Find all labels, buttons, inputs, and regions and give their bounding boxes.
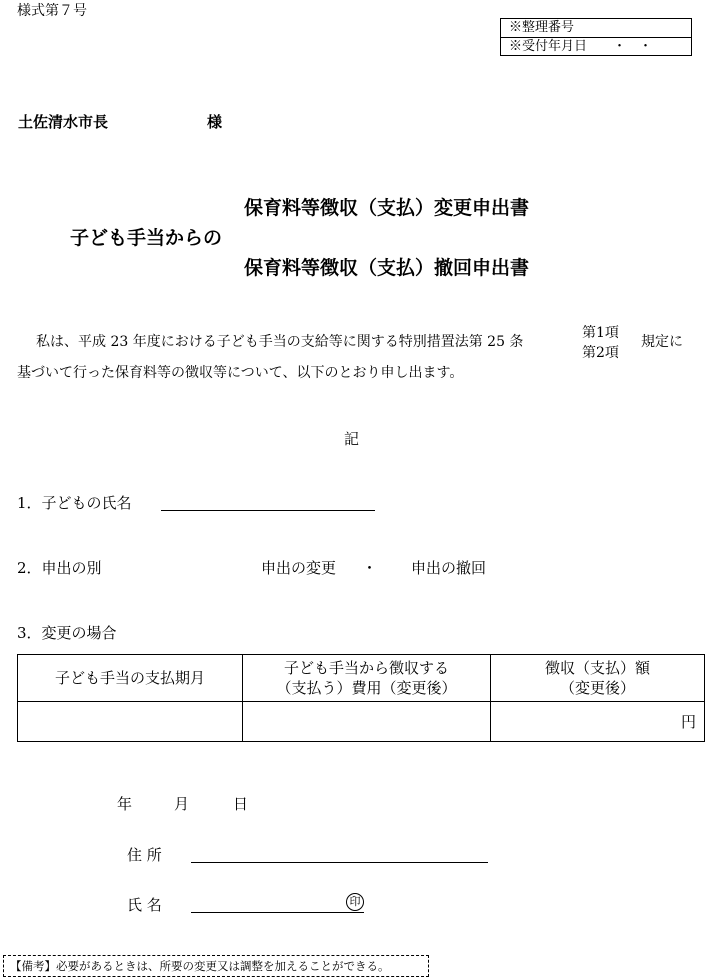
payment-month-cell[interactable]: [18, 702, 243, 742]
form-number: 様式第７号: [17, 3, 87, 19]
date-day: 日: [233, 795, 249, 813]
col-amount-header-line2: （変更後）: [559, 679, 635, 697]
addressee-honorific: 様: [207, 113, 223, 131]
addressee-name: 土佐清水市長: [18, 113, 109, 131]
ki-heading: 記: [344, 430, 360, 448]
remarks-note: 【備考】必要があるときは、所要の変更又は調整を加えることができる。: [3, 955, 429, 977]
title-prefix: 子ども手当からの: [70, 227, 223, 249]
reception-box: [500, 18, 692, 56]
statement-line2: 基づいて行った保育料等の徴収等について、以下のとおり申し出ます。: [17, 365, 464, 381]
child-name-label: 1．子どもの氏名: [17, 494, 132, 512]
option-separator: ・: [362, 559, 378, 577]
name-label: 氏 名: [127, 896, 162, 914]
clause-option-2: 第2項: [582, 345, 619, 361]
amount-cell[interactable]: [491, 702, 705, 742]
date-year: 年: [117, 795, 133, 813]
change-table: [17, 654, 705, 742]
col-fee-header-line2: （支払う）費用（変更後）: [276, 679, 457, 697]
option-change[interactable]: 申出の変更: [261, 559, 337, 577]
seal-mark: 印: [346, 893, 364, 911]
address-field[interactable]: [191, 862, 488, 863]
statement-text: 私は、平成 23 年度における子ども手当の支給等に関する特別措置法第 25 条: [36, 334, 524, 350]
change-case-label: 3．変更の場合: [17, 624, 117, 642]
col-payment-month-header: 子ども手当の支払期月: [18, 655, 243, 702]
filing-number-label: ※整理番号: [509, 20, 575, 35]
title-withdraw: 保育料等徴収（支払）撤回申出書: [244, 257, 530, 279]
col-fee-header-line1: 子ども手当から徴収する: [283, 659, 449, 677]
col-amount-header-line1: 徴収（支払）額: [544, 659, 650, 677]
date-month: 月: [174, 795, 190, 813]
request-type-label: 2．申出の別: [17, 559, 102, 577]
statement-text-after: 規定に: [641, 334, 683, 350]
name-field[interactable]: [191, 912, 364, 913]
col-amount-header: [491, 655, 705, 702]
clause-option-1: 第1項: [582, 325, 619, 341]
address-label: 住 所: [127, 846, 162, 864]
child-name-field[interactable]: [161, 510, 375, 511]
received-date-label: ※受付年月日 ・ ・: [501, 37, 691, 55]
fee-cell[interactable]: [243, 702, 491, 742]
amount-unit: 円: [680, 713, 696, 731]
col-fee-header: [243, 655, 491, 702]
option-withdraw[interactable]: 申出の撤回: [411, 559, 487, 577]
title-change: 保育料等徴収（支払）変更申出書: [244, 197, 530, 219]
